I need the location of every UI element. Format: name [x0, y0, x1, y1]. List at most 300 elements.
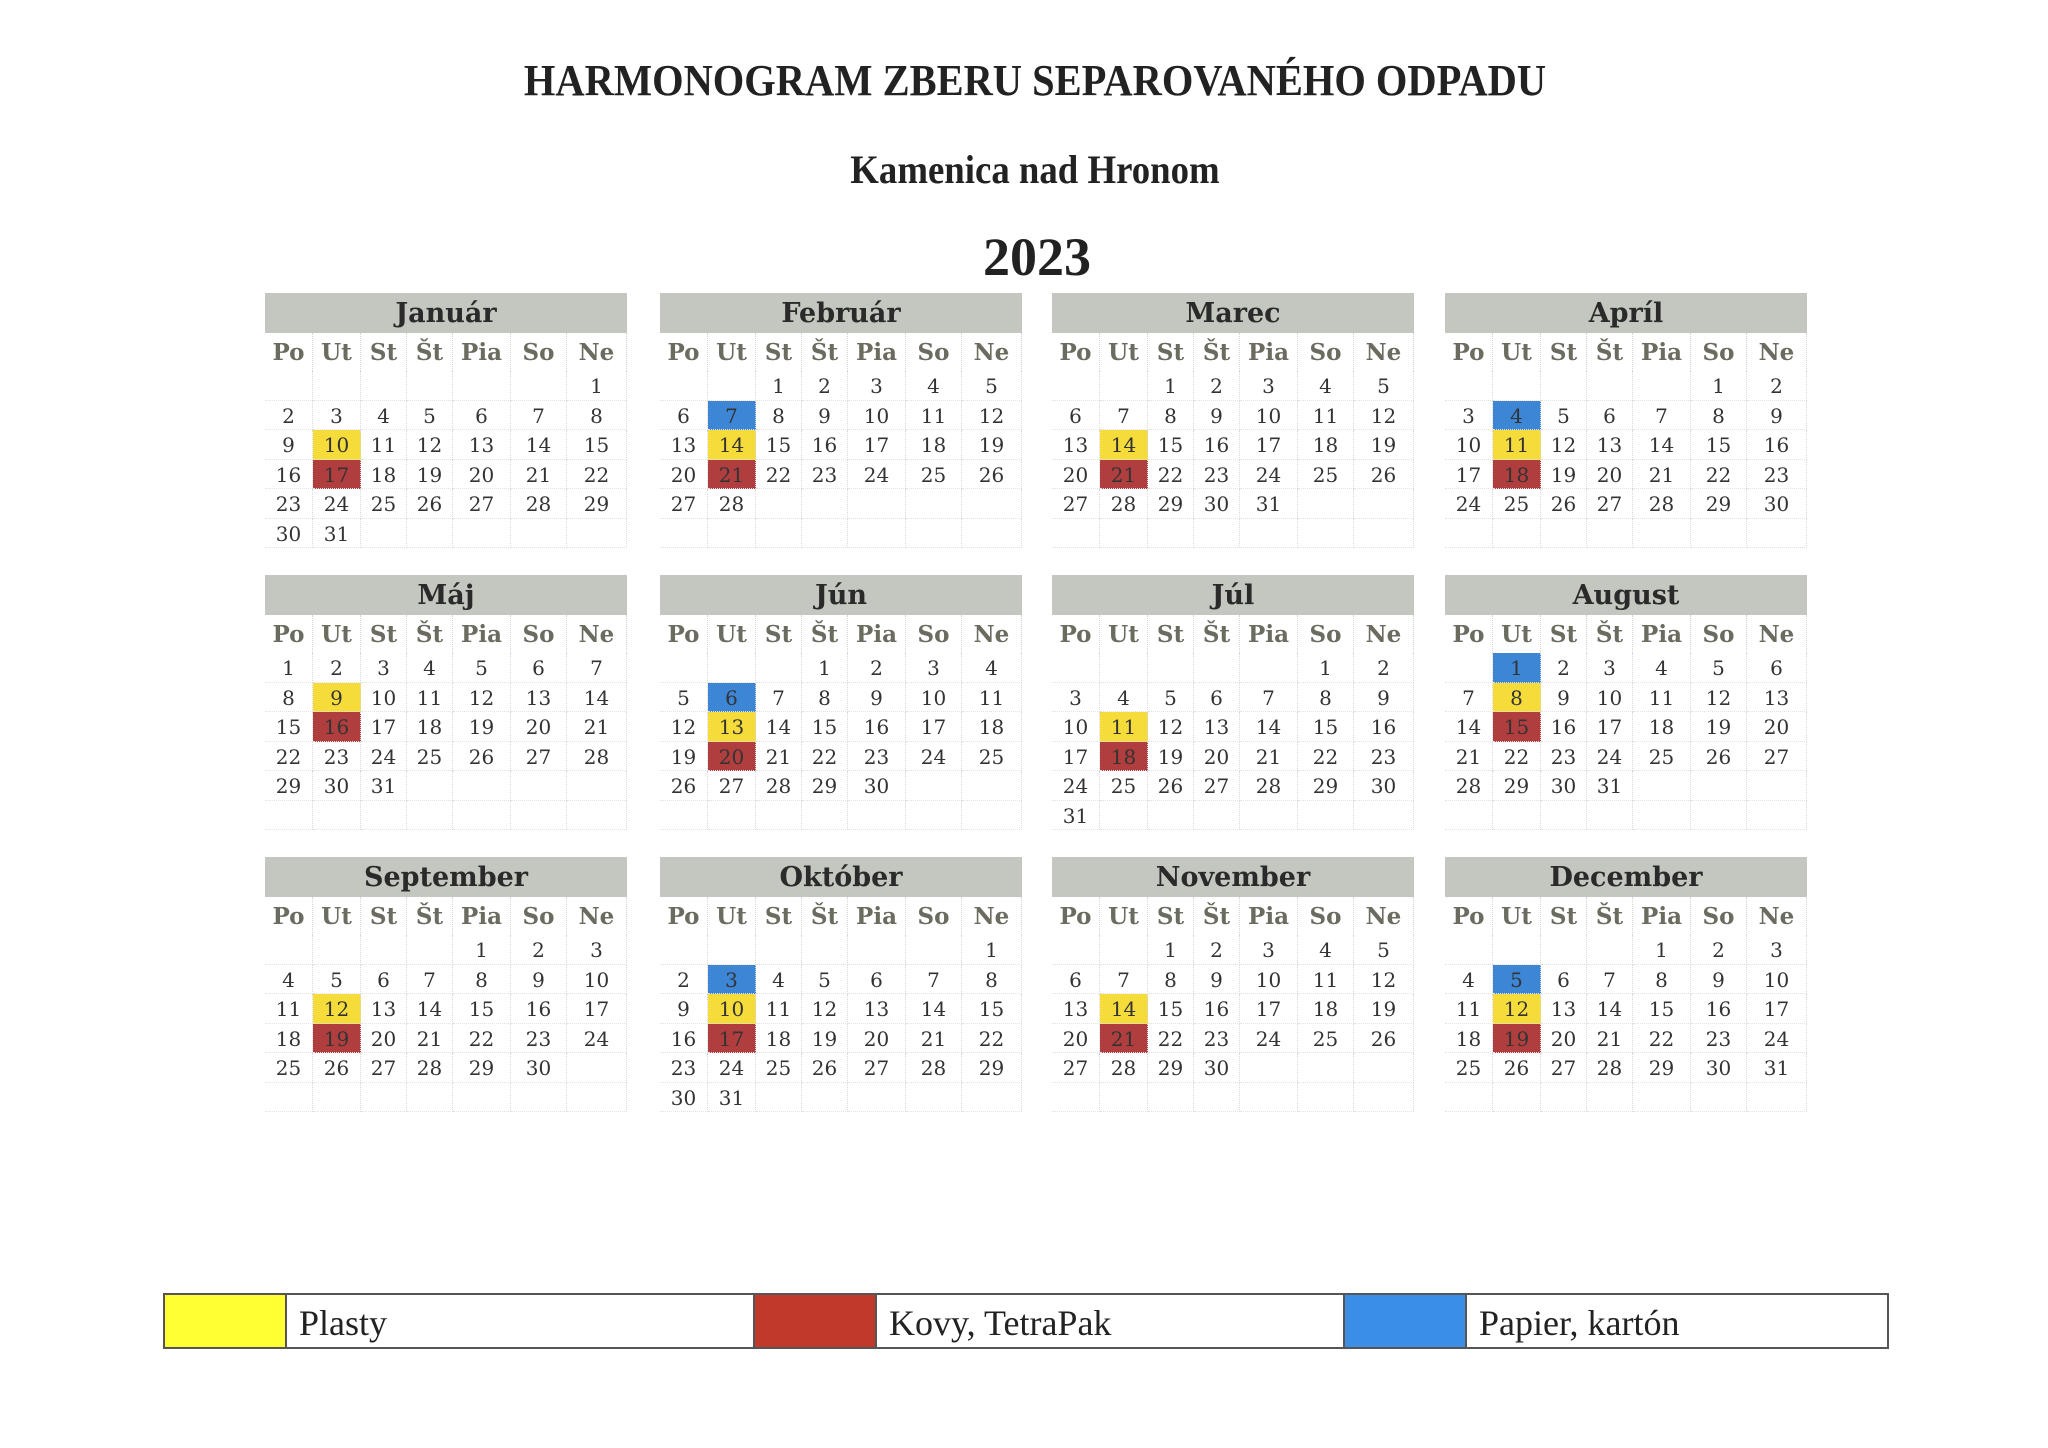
day-cell: 1	[1691, 371, 1747, 401]
day-cell	[567, 1083, 627, 1113]
day-cell: 3	[1747, 935, 1807, 965]
day-cell: 22	[567, 460, 627, 490]
day-cell: 17	[313, 460, 361, 490]
day-cell	[1100, 653, 1148, 683]
weekday-header: Pia	[1633, 897, 1691, 935]
day-cell	[660, 935, 708, 965]
day-cell: 20	[848, 1024, 906, 1054]
day-cell	[265, 935, 313, 965]
day-cell: 1	[802, 653, 848, 683]
day-cell: 23	[511, 1024, 567, 1054]
day-cell: 9	[265, 430, 313, 460]
day-cell: 17	[567, 994, 627, 1024]
day-cell	[1052, 519, 1100, 549]
weekday-header: Št	[1194, 333, 1240, 371]
day-cell	[906, 935, 962, 965]
day-cell: 20	[361, 1024, 407, 1054]
weekday-header: So	[511, 615, 567, 653]
day-cell: 16	[313, 712, 361, 742]
day-cell: 21	[756, 742, 802, 772]
weekday-header: Ne	[567, 333, 627, 371]
month-name: Február	[660, 293, 1022, 333]
day-cell	[962, 489, 1022, 519]
day-cell: 4	[1298, 371, 1354, 401]
weekday-header: Št	[407, 333, 453, 371]
day-cell: 7	[1633, 401, 1691, 431]
day-cell: 30	[848, 771, 906, 801]
day-cell: 26	[1354, 460, 1414, 490]
day-cell	[361, 1083, 407, 1113]
weekday-header: So	[1691, 615, 1747, 653]
day-cell: 14	[1445, 712, 1493, 742]
weekday-header: Pia	[848, 615, 906, 653]
day-cell	[848, 935, 906, 965]
day-cell: 9	[313, 683, 361, 713]
day-cell: 8	[567, 401, 627, 431]
legend-label: Plasty	[287, 1295, 755, 1347]
day-cell	[802, 1083, 848, 1113]
day-cell: 16	[802, 430, 848, 460]
month-0	[265, 293, 627, 548]
day-cell: 19	[1354, 994, 1414, 1024]
day-cell	[1747, 771, 1807, 801]
day-cell	[1148, 1083, 1194, 1113]
day-cell: 3	[848, 371, 906, 401]
day-cell: 24	[361, 742, 407, 772]
day-cell	[1587, 801, 1633, 831]
weekday-header: So	[1298, 897, 1354, 935]
month-7	[1445, 575, 1807, 830]
day-cell: 5	[313, 965, 361, 995]
day-cell: 4	[962, 653, 1022, 683]
day-cell: 12	[453, 683, 511, 713]
day-cell: 30	[1541, 771, 1587, 801]
day-cell: 2	[1747, 371, 1807, 401]
day-cell: 11	[1493, 430, 1541, 460]
day-cell: 22	[265, 742, 313, 772]
day-cell	[1148, 801, 1194, 831]
weekday-header: Ne	[567, 615, 627, 653]
day-cell: 3	[1445, 401, 1493, 431]
day-cell	[1691, 519, 1747, 549]
day-cell	[756, 489, 802, 519]
day-cell: 12	[962, 401, 1022, 431]
day-cell: 9	[660, 994, 708, 1024]
day-cell: 29	[1148, 1053, 1194, 1083]
day-cell	[567, 1053, 627, 1083]
day-cell	[313, 935, 361, 965]
day-cell: 4	[361, 401, 407, 431]
day-cell	[756, 1083, 802, 1113]
day-cell: 16	[1541, 712, 1587, 742]
day-cell: 19	[660, 742, 708, 772]
day-cell: 22	[962, 1024, 1022, 1054]
day-cell	[906, 519, 962, 549]
day-cell: 19	[962, 430, 1022, 460]
day-cell	[1052, 935, 1100, 965]
day-cell: 23	[1747, 460, 1807, 490]
day-cell: 5	[1354, 371, 1414, 401]
day-cell	[265, 371, 313, 401]
day-cell: 13	[1587, 430, 1633, 460]
day-cell: 6	[1541, 965, 1587, 995]
day-cell: 5	[962, 371, 1022, 401]
day-cell: 11	[361, 430, 407, 460]
weekday-header: Pia	[1633, 615, 1691, 653]
day-cell: 14	[1633, 430, 1691, 460]
day-cell	[1633, 519, 1691, 549]
day-cell	[1240, 653, 1298, 683]
day-cell	[1445, 371, 1493, 401]
day-cell: 15	[962, 994, 1022, 1024]
day-cell: 6	[453, 401, 511, 431]
day-cell: 11	[756, 994, 802, 1024]
weekday-header: Ne	[1747, 615, 1807, 653]
day-cell: 11	[1298, 965, 1354, 995]
day-cell: 8	[265, 683, 313, 713]
day-cell: 21	[1100, 460, 1148, 490]
day-cell: 29	[1148, 489, 1194, 519]
day-cell: 16	[1194, 430, 1240, 460]
day-cell	[1100, 801, 1148, 831]
weekday-header: Ut	[708, 333, 756, 371]
weekday-header: Ut	[313, 615, 361, 653]
day-cell: 2	[1354, 653, 1414, 683]
day-cell: 10	[906, 683, 962, 713]
day-cell	[1240, 801, 1298, 831]
day-cell	[1052, 653, 1100, 683]
day-cell: 17	[848, 430, 906, 460]
day-cell: 24	[313, 489, 361, 519]
day-cell	[1541, 935, 1587, 965]
weekday-header: Št	[802, 897, 848, 935]
day-cell	[1633, 771, 1691, 801]
day-cell: 22	[453, 1024, 511, 1054]
weekday-header: Ut	[313, 333, 361, 371]
day-cell: 10	[1240, 401, 1298, 431]
day-cell: 18	[407, 712, 453, 742]
day-cell: 29	[567, 489, 627, 519]
day-cell: 23	[313, 742, 361, 772]
day-cell: 3	[906, 653, 962, 683]
day-cell	[660, 371, 708, 401]
day-cell: 24	[1240, 460, 1298, 490]
day-cell: 16	[1691, 994, 1747, 1024]
day-cell: 14	[1100, 994, 1148, 1024]
day-cell: 20	[1194, 742, 1240, 772]
day-cell: 1	[1633, 935, 1691, 965]
day-cell: 11	[407, 683, 453, 713]
weekday-header: Pia	[453, 897, 511, 935]
day-cell: 18	[1445, 1024, 1493, 1054]
weekday-header: Ne	[962, 333, 1022, 371]
day-cell: 10	[1587, 683, 1633, 713]
day-cell	[511, 801, 567, 831]
day-cell: 4	[1493, 401, 1541, 431]
month-5	[660, 575, 1022, 830]
day-cell: 25	[361, 489, 407, 519]
day-cell: 11	[265, 994, 313, 1024]
day-cell	[708, 935, 756, 965]
day-cell: 12	[407, 430, 453, 460]
weekday-header: Po	[265, 615, 313, 653]
weekday-header: Št	[407, 897, 453, 935]
day-cell	[756, 519, 802, 549]
day-cell: 13	[1541, 994, 1587, 1024]
day-cell	[407, 771, 453, 801]
day-cell: 1	[567, 371, 627, 401]
day-cell: 9	[1354, 683, 1414, 713]
day-cell	[1747, 801, 1807, 831]
day-cell	[1493, 935, 1541, 965]
day-cell: 25	[407, 742, 453, 772]
day-cell: 1	[1493, 653, 1541, 683]
day-cell: 4	[1100, 683, 1148, 713]
day-cell: 18	[1298, 994, 1354, 1024]
weekday-header: Ut	[1100, 897, 1148, 935]
weekday-header: Po	[265, 897, 313, 935]
day-cell: 21	[906, 1024, 962, 1054]
weekday-header: St	[1541, 333, 1587, 371]
day-cell: 1	[962, 935, 1022, 965]
day-cell	[511, 519, 567, 549]
day-cell: 11	[1633, 683, 1691, 713]
day-cell: 14	[708, 430, 756, 460]
day-cell: 27	[453, 489, 511, 519]
day-cell: 5	[1493, 965, 1541, 995]
day-cell: 16	[265, 460, 313, 490]
day-cell	[1240, 519, 1298, 549]
day-cell: 2	[848, 653, 906, 683]
day-cell: 17	[361, 712, 407, 742]
day-cell	[1298, 489, 1354, 519]
day-cell: 30	[265, 519, 313, 549]
month-name: Jún	[660, 575, 1022, 615]
day-cell: 2	[1194, 935, 1240, 965]
day-cell	[1194, 801, 1240, 831]
day-cell	[313, 801, 361, 831]
weekday-header: Št	[802, 333, 848, 371]
day-cell: 3	[1052, 683, 1100, 713]
day-cell: 28	[567, 742, 627, 772]
day-cell: 25	[906, 460, 962, 490]
weekday-header: Pia	[1633, 333, 1691, 371]
day-cell: 19	[1354, 430, 1414, 460]
day-cell: 2	[660, 965, 708, 995]
day-cell	[848, 801, 906, 831]
day-cell: 15	[1298, 712, 1354, 742]
day-cell: 10	[567, 965, 627, 995]
day-cell: 8	[453, 965, 511, 995]
day-cell: 29	[453, 1053, 511, 1083]
day-cell: 14	[407, 994, 453, 1024]
weekday-header: St	[1541, 615, 1587, 653]
day-cell: 12	[660, 712, 708, 742]
day-cell	[1493, 1083, 1541, 1113]
day-cell: 14	[511, 430, 567, 460]
day-cell	[1691, 771, 1747, 801]
weekday-header: Po	[1445, 897, 1493, 935]
blue-swatch-icon	[1345, 1295, 1467, 1347]
day-cell: 21	[511, 460, 567, 490]
day-cell: 5	[1354, 935, 1414, 965]
day-cell: 7	[756, 683, 802, 713]
weekday-header: Po	[660, 897, 708, 935]
day-cell: 24	[1052, 771, 1100, 801]
day-cell: 25	[1633, 742, 1691, 772]
month-name: September	[265, 857, 627, 897]
day-cell	[1691, 801, 1747, 831]
weekday-header: So	[511, 897, 567, 935]
day-cell: 14	[1240, 712, 1298, 742]
weekday-header: Ne	[1354, 897, 1414, 935]
day-cell	[453, 519, 511, 549]
day-cell	[453, 771, 511, 801]
day-cell	[407, 519, 453, 549]
day-cell: 9	[1194, 401, 1240, 431]
day-cell: 28	[1445, 771, 1493, 801]
day-cell: 25	[1298, 1024, 1354, 1054]
day-cell	[1747, 1083, 1807, 1113]
month-name: Júl	[1052, 575, 1414, 615]
month-name: Máj	[265, 575, 627, 615]
weekday-header: Pia	[1240, 333, 1298, 371]
legend-item-papier	[1345, 1295, 1887, 1347]
day-cell: 18	[1100, 742, 1148, 772]
day-cell: 20	[1052, 1024, 1100, 1054]
weekday-header: Ne	[1747, 333, 1807, 371]
day-cell: 30	[1354, 771, 1414, 801]
weekday-header: Ut	[1100, 333, 1148, 371]
day-cell: 22	[1148, 460, 1194, 490]
day-cell	[407, 801, 453, 831]
day-cell	[1100, 935, 1148, 965]
weekday-header: Ne	[1354, 615, 1414, 653]
day-cell	[1493, 801, 1541, 831]
weekday-header: Št	[1587, 615, 1633, 653]
day-cell	[265, 801, 313, 831]
day-cell: 21	[1633, 460, 1691, 490]
day-cell	[1354, 1083, 1414, 1113]
weekday-header: Ut	[313, 897, 361, 935]
year-heading: 2023	[983, 227, 1091, 287]
weekday-header: Št	[407, 615, 453, 653]
day-cell	[962, 519, 1022, 549]
day-cell: 26	[453, 742, 511, 772]
day-cell: 8	[1148, 401, 1194, 431]
day-cell	[1052, 371, 1100, 401]
day-cell	[1148, 519, 1194, 549]
day-cell: 29	[1298, 771, 1354, 801]
day-cell: 17	[708, 1024, 756, 1054]
day-cell: 30	[313, 771, 361, 801]
day-cell: 9	[1194, 965, 1240, 995]
day-cell: 28	[1587, 1053, 1633, 1083]
day-cell: 20	[660, 460, 708, 490]
day-cell: 10	[313, 430, 361, 460]
day-cell: 5	[407, 401, 453, 431]
day-cell: 5	[1691, 653, 1747, 683]
day-cell: 6	[361, 965, 407, 995]
weekday-header: St	[1148, 897, 1194, 935]
day-cell	[567, 801, 627, 831]
weekday-header: Po	[1052, 333, 1100, 371]
day-cell	[708, 653, 756, 683]
day-cell: 31	[1587, 771, 1633, 801]
day-cell: 4	[1298, 935, 1354, 965]
day-cell: 5	[453, 653, 511, 683]
day-cell: 8	[1633, 965, 1691, 995]
day-cell: 6	[848, 965, 906, 995]
day-cell: 2	[1194, 371, 1240, 401]
day-cell	[1445, 801, 1493, 831]
day-cell	[1541, 519, 1587, 549]
day-cell: 13	[361, 994, 407, 1024]
day-cell: 15	[802, 712, 848, 742]
weekday-header: Pia	[1240, 615, 1298, 653]
day-cell	[962, 801, 1022, 831]
day-cell: 1	[756, 371, 802, 401]
day-cell: 15	[1633, 994, 1691, 1024]
day-cell: 12	[1354, 401, 1414, 431]
day-cell: 30	[1194, 489, 1240, 519]
day-cell: 4	[1445, 965, 1493, 995]
day-cell: 29	[802, 771, 848, 801]
day-cell	[802, 489, 848, 519]
legend-label: Kovy, TetraPak	[877, 1295, 1345, 1347]
weekday-header: St	[756, 615, 802, 653]
day-cell: 4	[906, 371, 962, 401]
weekday-header: St	[756, 333, 802, 371]
day-cell: 31	[1240, 489, 1298, 519]
day-cell: 8	[1148, 965, 1194, 995]
day-cell: 3	[1587, 653, 1633, 683]
day-cell	[1633, 371, 1691, 401]
day-cell	[848, 519, 906, 549]
day-cell	[1298, 1083, 1354, 1113]
day-cell: 29	[962, 1053, 1022, 1083]
day-cell	[660, 801, 708, 831]
day-cell: 9	[1691, 965, 1747, 995]
day-cell	[906, 771, 962, 801]
day-cell: 29	[1691, 489, 1747, 519]
month-name: August	[1445, 575, 1807, 615]
day-cell: 1	[1298, 653, 1354, 683]
day-cell: 24	[1445, 489, 1493, 519]
day-cell: 25	[756, 1053, 802, 1083]
weekday-header: So	[1691, 897, 1747, 935]
day-cell: 27	[1587, 489, 1633, 519]
day-cell: 8	[1493, 683, 1541, 713]
day-cell	[453, 801, 511, 831]
day-cell: 28	[1240, 771, 1298, 801]
day-cell: 22	[756, 460, 802, 490]
day-cell	[756, 653, 802, 683]
day-cell: 21	[1240, 742, 1298, 772]
day-cell	[1100, 1083, 1148, 1113]
day-cell: 17	[1052, 742, 1100, 772]
day-cell: 9	[1747, 401, 1807, 431]
day-cell: 8	[1691, 401, 1747, 431]
weekday-header: Št	[1587, 333, 1633, 371]
day-cell	[1587, 1083, 1633, 1113]
day-cell: 30	[511, 1053, 567, 1083]
weekday-header: So	[906, 897, 962, 935]
day-cell: 17	[1445, 460, 1493, 490]
day-cell: 9	[802, 401, 848, 431]
day-cell: 24	[1587, 742, 1633, 772]
day-cell: 22	[1148, 1024, 1194, 1054]
